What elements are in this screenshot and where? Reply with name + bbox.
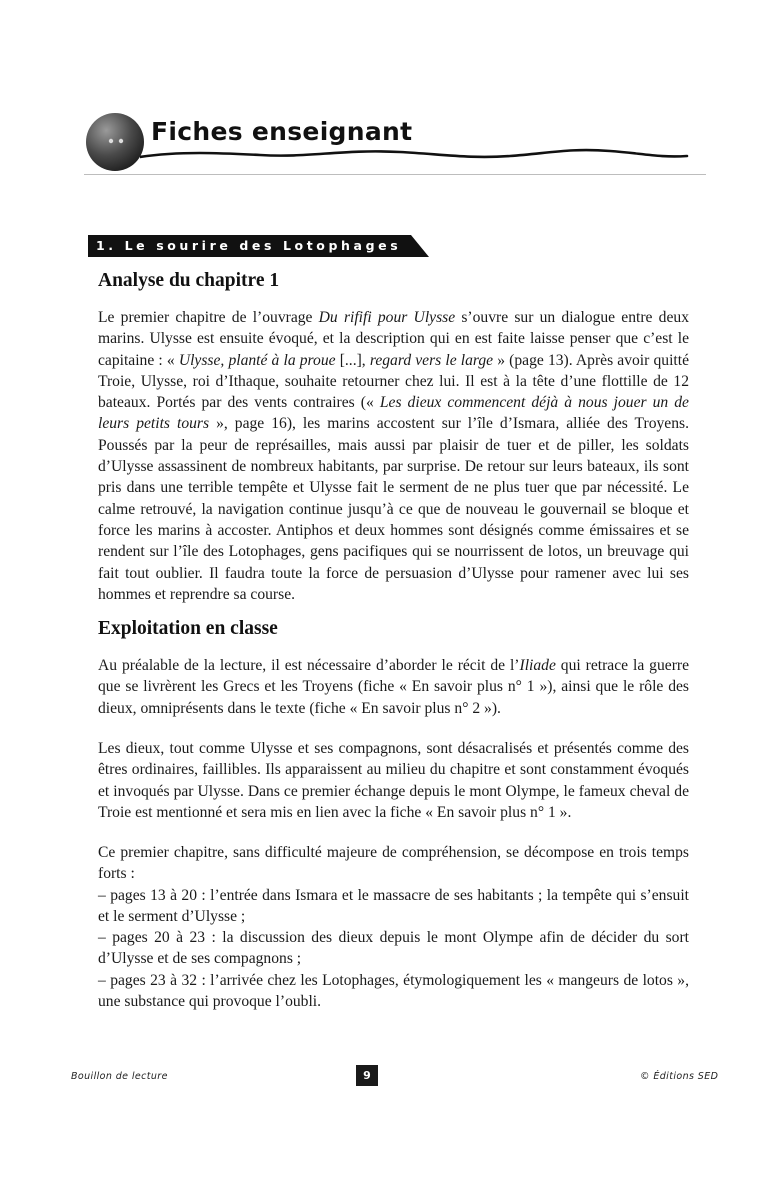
- paragraph-analyse: Le premier chapitre de l’ouvrage Du rififi pour Ulysse s’ouvre sur un dialogue entre deux marins. Ulysse est ensuite évoqué, et la description qui en est faite laisse penser que c’est le capitaine : « Ulysse, planté à la proue [...], regard vers le large » (page 13). Après avoir quitté Troie, Ulysse, roi d’Ithaque, souhaite retourner chez lui. Il est à la tête d’une flottille de 12 bateaux. Portés par des vents contraires (« Les dieux commencent déjà à nous jouer un de leurs petits tours », page 16), les marins accostent sur l’île d’Ismara, alliée des Troyens. Poussés par la peur de représailles, mais aussi par plaisir de tuer et de piller, les soldats d’Ulysse assassinent de nombreux habitants, par surprise. De retour sur leurs bateaux, ils sont pris dans une terrible tempête et Ulysse fait le serment de ne plus tuer que par nécessité. Le calme retrouvé, la navigation continue jusqu’à ce que de nouveau le gouvernail se bloque et force les marins à accoster. Antiphos et deux hommes sont désignés comme émissaires et se rendent sur l’île des Lotophages, gens pacifiques qui se nourrissent de lotos, un breuvage qui fait tout oublier. Il faudra toute la force de persuasion d’Ulysse pour ramener avec lui ses hommes et reprendre sa course.: [98, 309, 689, 603]
- footer-collection: Bouillon de lecture: [71, 1071, 168, 1082]
- page-title: Fiches enseignant: [151, 117, 413, 146]
- footer-publisher: © Éditions SED: [640, 1071, 719, 1082]
- header-divider: [84, 174, 706, 175]
- paragraph-exploitation-1: Au préalable de la lecture, il est nécessaire d’aborder le récit de l’Iliade qui retrace la guerre que se livrèrent les Grecs et les Troyens (fiche « En savoir plus n° 1 »), ainsi que le rôle des dieux, omniprésents dans le texte (fiche « En savoir plus n° 2 »).: [98, 657, 689, 717]
- section-banner-label: 1. Le sourire des Lotophages: [96, 238, 402, 253]
- page-number: 9: [356, 1065, 378, 1086]
- paragraph-exploitation-2: Les dieux, tout comme Ulysse et ses compagnons, sont désacralisés et présentés comme des êtres ordinaires, faillibles. Ils apparaissent au milieu du chapitre et sont constamment évoqués et invoqués par Ulysse. Dans ce premier échange depuis le mont Olympe, le fameux cheval de Troie est mentionné et sera mis en lien avec la fiche « En savoir plus n° 1 ».: [98, 740, 689, 821]
- list-item: – pages 13 à 20 : l’entrée dans Ismara et le massacre de ses habitants ; la tempête qui s’ensuit et le serment d’Ulysse ;: [98, 886, 689, 925]
- paragraph-exploitation-3: Ce premier chapitre, sans difficulté majeure de compréhension, se décompose en trois temps forts : – pages 13 à 20 : l’entrée dans Ismara et le massacre de ses habitants ; la tempête qui s’ensuit et le serment d’Ulysse ; – pages 20 à 23 : la discussion des dieux depuis le mont Olympe afin de décider du sort d’Ulysse et de ses compagnons ; – pages 23 à 32 : l’arrivée chez les Lotophages, étymologiquement les « mangeurs de lotos », une substance qui provoque l’oubli.: [98, 842, 689, 1012]
- decorative-wave-line: [140, 143, 700, 165]
- heading-analyse: Analyse du chapitre 1: [98, 270, 280, 291]
- list-item: – pages 23 à 32 : l’arrivée chez les Lotophages, étymologiquement les « mangeurs de lotos », une substance qui provoque l’oubli.: [98, 971, 689, 1011]
- list-item: – pages 20 à 23 : la discussion des dieux depuis le mont Olympe afin de décider du sort d’Ulysse et de ses compagnons ;: [98, 929, 689, 968]
- heading-exploitation: Exploitation en classe: [98, 618, 278, 639]
- header-badge-icon: [86, 113, 144, 171]
